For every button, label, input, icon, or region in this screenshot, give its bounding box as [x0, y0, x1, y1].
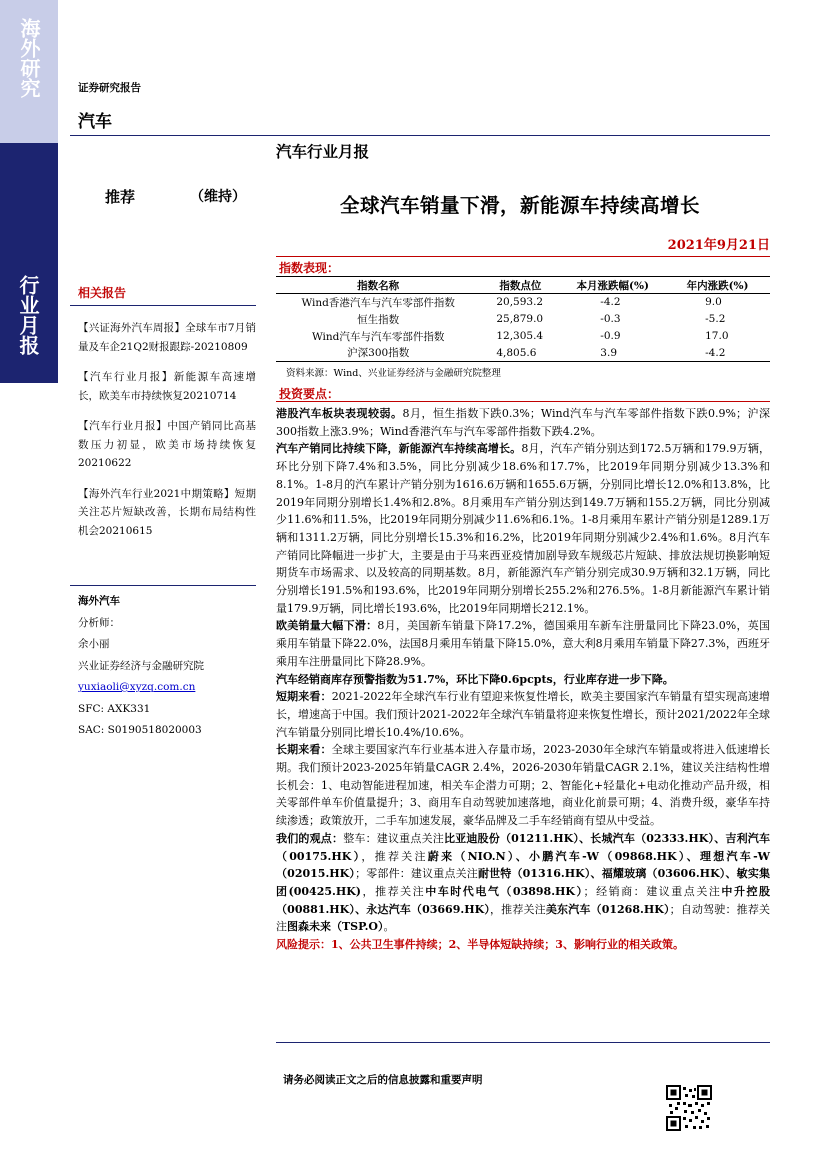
related-list: [78, 319, 256, 540]
header-rule: [70, 135, 770, 136]
point-lead: 汽车经销商库存预警指数为51.7%，环比下降0.6pcpts，行业库存进一步下降。: [276, 672, 674, 686]
side-label-monthly: 行业月报: [16, 275, 40, 355]
table-row: [276, 311, 770, 328]
analyst-email[interactable]: yuxiaoli@xyzq.com.cn: [78, 681, 196, 693]
report-label: 证券研究报告: [78, 82, 141, 94]
side-label-overseas: 海外研究: [17, 18, 41, 98]
cell: 4,805.6: [480, 345, 560, 362]
col-index-level: 指数点位: [480, 277, 560, 294]
related-heading: 相关报告: [78, 286, 127, 300]
cell: 20,593.2: [496, 296, 544, 309]
stock-picks: 图森未来（TSP.O）: [287, 920, 384, 934]
cell: 3.9: [560, 345, 665, 362]
point-our-view: [276, 830, 770, 936]
point-lead: 短期来看：: [276, 690, 332, 704]
analyst-rule: [70, 585, 256, 586]
cell: 沪深300指数: [276, 345, 480, 362]
analyst-sfc: SFC: AXK331: [78, 702, 151, 715]
point-lead: 欧美销量大幅下滑：: [276, 619, 378, 633]
date-rule: [276, 256, 770, 257]
table-row: [276, 294, 770, 311]
analyst-name: 余小丽: [78, 638, 110, 650]
point-short-term: [276, 688, 770, 741]
rating: 推荐: [105, 188, 136, 206]
report-type: 汽车行业月报: [276, 142, 370, 161]
cell: -0.9: [600, 330, 621, 342]
index-heading: 指数表现：: [279, 261, 340, 275]
cell: 恒生指数: [357, 313, 400, 326]
point-text: 全球主要国家汽车行业基本进入存量市场，2023-2030年全球汽车销量或将进入低速增长期。我们预计2023-2025年销量CAGR 2.4%，2026-2030年销量CAGR 2.1%，建议关注结构性增长机会：1、电动智能进程加速，相关车企潜力可期；2、智能化+轻量化+电动化推动产品升级，相关零部件单车价值量提升；3、商用车自动驾驶加速落地，商业化前景可期；4、消费升级，豪华车持续渗透；政策放开，二手车加速发展，豪华品牌及二手车经销商有望从中受益。: [276, 743, 771, 828]
point-text: ，推荐关注: [490, 902, 546, 916]
analyst-block: [78, 591, 256, 742]
cell: 12,305.4: [496, 330, 544, 342]
main-title: 全球汽车销量下滑，新能源车持续高增长: [340, 194, 701, 217]
cell: 9.0: [705, 296, 722, 309]
stock-picks: 比亚迪股份（01211.HK）、长城汽车（02333.HK）、吉利汽车（00175.HK）: [276, 831, 771, 863]
col-index-name: 指数名称: [276, 277, 480, 294]
analyst-team: 海外汽车: [78, 595, 120, 607]
bottom-rule: [276, 1042, 770, 1043]
table-source: 资料来源：Wind、兴业证券经济与金融研究院整理: [286, 368, 501, 379]
qr-code-icon[interactable]: [666, 1085, 712, 1131]
table-row: [276, 328, 770, 345]
point-text: 8月，汽车产销分别达到172.5万辆和179.9万辆，环比分别下降7.4%和3.5%，同比分别减少18.6%和17.7%，比2019年同期分别减少13.3%和8.1%。1-8月的汽车累计产销分别为1616.6万辆和1655.6万辆，分别同比增长12.0%和13.8%，比2019年同期分别增长1.4%和2.8%。8月乘用车产销分别达到149.7万辆和155.2万辆，同比分别减少11.6%和11.5%，比2019年同期分别减少11.6%和6.1%。1-8月乘用车累计产销分别是1289.1万辆和1311.2万辆，同比分别增长15.3%和16.2%，比2019年同期分别减少2.4%和1.6%。8月汽车产销同比降幅进一步扩大，主要是由于马来西亚疫情加剧导致车规级芯片短缺、排放法规切换影响短期货车市场需求、以及较高的同期基数。8月，新能源汽车产销分别完成30.9万辆和32.1万辆，同比分别增长191.5%和193.6%，比2019年同期分别增长255.2%和276.5%。1-8月新能源汽车累计销量179.9万辆，同比增长193.6%，比2019年同期增长212.1%。: [276, 442, 770, 615]
cell: -4.2: [665, 345, 770, 362]
point-inventory: [276, 671, 770, 689]
cell: 25,879.0: [496, 313, 544, 325]
related-rule: [70, 305, 256, 306]
stock-picks: 中升控股（00881.HK）、永达汽车（03669.HK）: [276, 884, 771, 916]
cell: Wind香港汽车与汽车零部件指数: [301, 296, 455, 309]
stock-picks: 蔚来（NIO.N）、小鹏汽车-W（09868.HK）、理想汽车-W（02015.HK）: [276, 849, 770, 881]
related-item[interactable]: 【汽车行业月报】中国产销同比高基数压力初显，欧美市场持续恢复20210622: [78, 420, 256, 469]
point-text: ；自动驾驶：推荐关注: [276, 902, 770, 934]
point-text: 8月，美国新车销量下降17.2%，德国乘用车新车注册量同比下降23.0%，英国乘用车销量下降22.0%，法国8月乘用车销量下降15.0%，意大利8月乘用车销量下降27.3%，西班牙乘用车注册量同比下降28.9%。: [276, 619, 771, 668]
cell: -0.3: [600, 313, 621, 325]
cell: -4.2: [600, 296, 621, 309]
point-text: 。: [383, 920, 395, 934]
point-lead: 汽车产销同比持续下降，新能源汽车持续高增长。: [276, 442, 522, 456]
side-strip-middle: [0, 253, 58, 383]
point-text: ；零部件：建议重点关注: [355, 867, 478, 881]
index-table: [276, 276, 770, 362]
point-long-term: [276, 741, 770, 830]
cell: Wind汽车与汽车零部件指数: [311, 330, 445, 343]
col-month-change: 本月涨跌幅(%): [560, 277, 665, 294]
point-text: ；经销商：建议重点关注: [583, 884, 722, 898]
point-text: 8月，恒生指数下跌0.3%；Wind汽车与汽车零部件指数下跌0.9%；沪深300指数上涨3.9%；Wind香港汽车与汽车零部件指数下跌4.2%。: [276, 407, 770, 438]
risk-warning: 风险提示：1、公共卫生事件持续；2、半导体短缺持续；3、影响行业的相关政策。: [276, 938, 684, 952]
sector-name: 汽车: [78, 112, 112, 132]
side-strip-top: [0, 0, 58, 143]
analyst-role: 分析师：: [78, 616, 120, 629]
point-lead: 长期来看：: [276, 743, 332, 757]
analyst-org: 兴业证券经济与金融研究院: [78, 659, 204, 672]
related-item[interactable]: 【兴证海外汽车周报】全球车市7月销量及车企21Q2财报跟踪-20210809: [78, 322, 256, 353]
point-text: 整车：建议重点关注: [343, 831, 444, 845]
point-text: ，推荐关注: [361, 849, 428, 863]
point-text: ，推荐关注: [361, 884, 426, 898]
point-europe-us: [276, 617, 770, 670]
analyst-sac: SAC: S0190518020003: [78, 724, 202, 736]
points-heading: 投资要点：: [279, 387, 340, 401]
point-lead: 我们的观点：: [276, 831, 344, 845]
point-production-sales: [276, 440, 770, 617]
related-item[interactable]: 【汽车行业月报】新能源车高速增长，欧美车市持续恢复20210714: [78, 371, 256, 402]
col-ytd-change: 年内涨跌(%): [665, 277, 770, 294]
investment-points: [276, 405, 770, 954]
cell: -5.2: [705, 313, 726, 325]
stock-picks: 耐世特（01316.HK）、福耀玻璃（03606.HK）、敏实集团(00425.HK): [276, 867, 770, 898]
report-date: 2021年9月21日: [667, 238, 770, 253]
related-item[interactable]: 【海外汽车行业2021中期策略】短期关注芯片短缺改善，长期布局结构性机会20210615: [78, 487, 256, 537]
stock-picks: 中车时代电气（03898.HK）: [425, 884, 584, 898]
side-strip-dark: [0, 143, 58, 253]
cell: 17.0: [705, 330, 729, 342]
points-rule: [276, 401, 770, 402]
point-sector-performance: [276, 405, 770, 440]
stock-picks: 美东汽车（01268.HK）: [545, 902, 670, 916]
point-lead: 港股汽车板块表现较弱。: [276, 407, 403, 420]
footer-notice: 请务必阅读正文之后的信息披露和重要声明: [283, 1074, 483, 1086]
point-text: 2021-2022年全球汽车行业有望迎来恢复性增长，欧美主要国家汽车销量有望实现高速增长，增速高于中国。我们预计2021-2022年全球汽车销量将迎来恢复性增长，预计2021/2022年全球汽车销量分别同比增长10.4%/10.6%。: [276, 690, 771, 739]
rating-status: （维持）: [190, 189, 246, 205]
table-row: [276, 345, 770, 362]
